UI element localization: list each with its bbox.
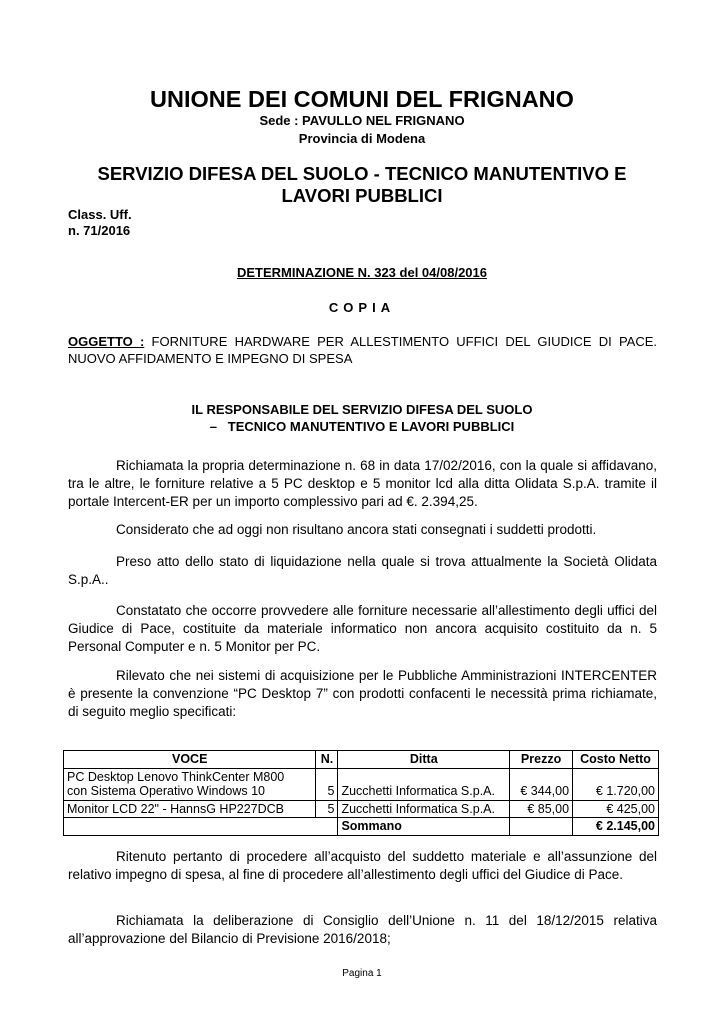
table-total-row bbox=[64, 818, 659, 836]
page-number: Pagina 1 bbox=[342, 968, 382, 979]
ditta-cell: Zucchetti Informatica S.p.A. bbox=[338, 800, 510, 818]
paragraph: Richiamata la propria determinazione n. 68 in data 17/02/2016, con la quale si affidavano, tra le altre, le forniture relative a 5 PC desktop e 5 monitor lcd alla ditta Olidata S.p.A. tramite il portale Intercent-ER per un importo complessivo pari ad €. 2.394,25. bbox=[68, 458, 657, 509]
paragraph: Richiamata la deliberazione di Consiglio dell’Unione n. 11 del 18/12/2015 relativa all’approvazione del Bilancio di Previsione 2016/2018; bbox=[68, 913, 657, 946]
page-title: UNIONE DEI COMUNI DEL FRIGNANO bbox=[150, 86, 574, 112]
provincia-line: Provincia di Modena bbox=[298, 131, 426, 146]
voce-cell: PC Desktop Lenovo ThinkCenter M800 con Sistema Operativo Windows 10 bbox=[64, 768, 316, 800]
quantity-cell: 5 bbox=[316, 768, 338, 800]
classification bbox=[68, 207, 132, 239]
paragraph: Preso atto dello stato di liquidazione nella quale si trova attualmente la Società Olidata S.p.A.. bbox=[68, 554, 657, 587]
determinazione-text: DETERMINAZIONE N. 323 del 04/08/2016 bbox=[237, 265, 487, 280]
responsabile-line-2: – TECNICO MANUTENTIVO E LAVORI PUBBLICI bbox=[209, 419, 515, 434]
table-row bbox=[64, 800, 659, 818]
servizio-heading bbox=[60, 163, 664, 207]
header-n: N. bbox=[316, 751, 338, 769]
paragraph: Considerato che ad oggi non risultano ancora stati consegnati i suddetti prodotti. bbox=[116, 522, 597, 537]
sede-line: Sede : PAVULLO NEL FRIGNANO bbox=[259, 113, 465, 128]
responsabile-line-1: IL RESPONSABILE DEL SERVIZIO DIFESA DEL SUOLO bbox=[191, 402, 533, 417]
table-header-row bbox=[64, 751, 659, 769]
servizio-line-2: LAVORI PUBBLICI bbox=[281, 185, 443, 206]
header-ditta: Ditta bbox=[338, 751, 510, 769]
prezzo-cell: € 85,00 bbox=[510, 800, 573, 818]
header-voce: VOCE bbox=[64, 751, 316, 769]
class-line-2: n. 71/2016 bbox=[68, 223, 131, 238]
oggetto-text: FORNITURE HARDWARE PER ALLESTIMENTO UFFICI DEL GIUDICE DI PACE. NUOVO AFFIDAMENTO E IMPEGNO DI SPESA bbox=[68, 334, 657, 366]
paragraph: Ritenuto pertanto di procedere all’acquisto del suddetto materiale e all’assunzione del relativo impegno di spesa, al fine di procedere all’allestimento degli uffici del Giudice di Pace. bbox=[68, 849, 657, 882]
responsabile-heading bbox=[0, 401, 724, 435]
costo-cell: € 425,00 bbox=[573, 800, 659, 818]
supply-table bbox=[63, 750, 659, 836]
oggetto-label: OGGETTO : bbox=[68, 334, 145, 349]
empty-cell bbox=[510, 818, 573, 836]
class-line-1: Class. Uff. bbox=[68, 207, 132, 222]
total-label: Sommano bbox=[338, 818, 510, 836]
ditta-cell: Zucchetti Informatica S.p.A. bbox=[338, 768, 510, 800]
prezzo-cell: € 344,00 bbox=[510, 768, 573, 800]
voce-cell: Monitor LCD 22" - HannsG HP227DCB bbox=[64, 800, 316, 818]
table-row bbox=[64, 768, 659, 800]
paragraph: Constatato che occorre provvedere alle forniture necessarie all’allestimento degli uffici del Giudice di Pace, costituite da materiale informatico non ancora acquisito costituito da n. 5 Personal Computer e n. 5 Monitor per PC. bbox=[68, 603, 657, 654]
paragraph: Rilevato che nei sistemi di acquisizione per le Pubbliche Amministrazioni INTERCENTER è presente la convenzione “PC Desktop 7” con prodotti confacenti le necessità prima richiamate, di seguito meglio specificati: bbox=[68, 668, 657, 719]
empty-cell bbox=[64, 818, 338, 836]
determinazione-heading bbox=[0, 265, 724, 280]
quantity-cell: 5 bbox=[316, 800, 338, 818]
total-value: € 2.145,00 bbox=[573, 818, 659, 836]
oggetto-block bbox=[68, 333, 657, 367]
servizio-line-1: SERVIZIO DIFESA DEL SUOLO - TECNICO MANUTENTIVO E bbox=[97, 163, 627, 184]
copia-label: COPIA bbox=[328, 300, 396, 315]
costo-cell: € 1.720,00 bbox=[573, 768, 659, 800]
header-prezzo: Prezzo bbox=[510, 751, 573, 769]
header-costo-netto: Costo Netto bbox=[573, 751, 659, 769]
